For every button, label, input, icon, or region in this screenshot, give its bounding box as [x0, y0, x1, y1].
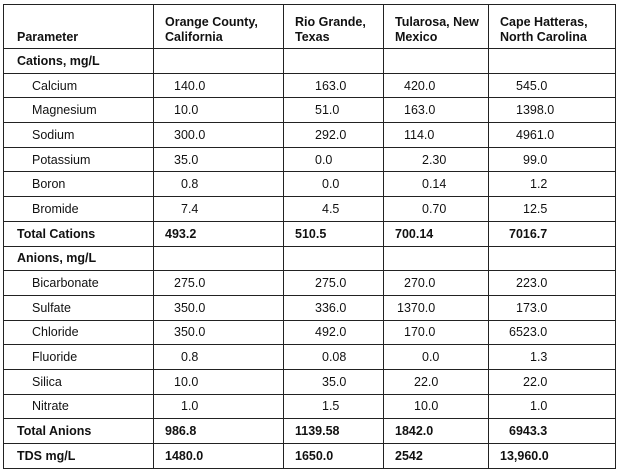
total-row-cations — [4, 221, 616, 246]
empty-cell — [489, 246, 616, 271]
cell-value: 170.0 — [384, 320, 489, 345]
total-value: 986.8 — [154, 419, 284, 444]
table-row — [4, 147, 616, 172]
total-row-anions — [4, 419, 616, 444]
table-row — [4, 369, 616, 394]
cell-value: 1.0 — [489, 394, 616, 419]
row-label: Boron — [4, 172, 154, 197]
total-label: Total Anions — [4, 419, 154, 444]
cell-value: 275.0 — [284, 271, 384, 296]
cell-value: 99.0 — [489, 147, 616, 172]
header-rio-grande: Rio Grande, Texas — [284, 5, 384, 49]
total-value: 493.2 — [154, 221, 284, 246]
section-row-cations — [4, 49, 616, 74]
section-title: Cations, mg/L — [4, 49, 154, 74]
total-value: 1139.58 — [284, 419, 384, 444]
row-label: Sulfate — [4, 295, 154, 320]
cell-value: 420.0 — [384, 73, 489, 98]
row-label: Silica — [4, 369, 154, 394]
row-label: Sodium — [4, 123, 154, 148]
table-row — [4, 271, 616, 296]
water-quality-table — [3, 4, 616, 469]
total-value: 510.5 — [284, 221, 384, 246]
cell-value: 0.0 — [384, 345, 489, 370]
cell-value: 163.0 — [384, 98, 489, 123]
cell-value: 0.0 — [284, 147, 384, 172]
header-parameter: Parameter — [4, 5, 154, 49]
cell-value: 12.5 — [489, 197, 616, 222]
tds-label: TDS mg/L — [4, 444, 154, 469]
cell-value: 114.0 — [384, 123, 489, 148]
tds-value: 13,960.0 — [489, 444, 616, 469]
table-row — [4, 320, 616, 345]
cell-value: 0.70 — [384, 197, 489, 222]
row-label: Bromide — [4, 197, 154, 222]
cell-value: 2.30 — [384, 147, 489, 172]
cell-value: 7.4 — [154, 197, 284, 222]
cell-value: 1398.0 — [489, 98, 616, 123]
cell-value: 545.0 — [489, 73, 616, 98]
row-label: Nitrate — [4, 394, 154, 419]
total-value: 7016.7 — [489, 221, 616, 246]
section-row-anions — [4, 246, 616, 271]
table-row — [4, 295, 616, 320]
cell-value: 350.0 — [154, 320, 284, 345]
cell-value: 4.5 — [284, 197, 384, 222]
cell-value: 35.0 — [284, 369, 384, 394]
cell-value: 10.0 — [154, 98, 284, 123]
cell-value: 22.0 — [489, 369, 616, 394]
tds-value: 1480.0 — [154, 444, 284, 469]
cell-value: 22.0 — [384, 369, 489, 394]
cell-value: 0.8 — [154, 345, 284, 370]
table-row — [4, 73, 616, 98]
tds-value: 1650.0 — [284, 444, 384, 469]
cell-value: 336.0 — [284, 295, 384, 320]
table-row — [4, 172, 616, 197]
cell-value: 35.0 — [154, 147, 284, 172]
cell-value: 223.0 — [489, 271, 616, 296]
cell-value: 1370.0 — [384, 295, 489, 320]
total-label: Total Cations — [4, 221, 154, 246]
empty-cell — [284, 49, 384, 74]
table-row — [4, 98, 616, 123]
total-value: 700.14 — [384, 221, 489, 246]
tds-value: 2542 — [384, 444, 489, 469]
total-value: 1842.0 — [384, 419, 489, 444]
cell-value: 0.0 — [284, 172, 384, 197]
row-label: Magnesium — [4, 98, 154, 123]
cell-value: 275.0 — [154, 271, 284, 296]
cell-value: 163.0 — [284, 73, 384, 98]
empty-cell — [154, 49, 284, 74]
cell-value: 51.0 — [284, 98, 384, 123]
cell-value: 1.3 — [489, 345, 616, 370]
section-title: Anions, mg/L — [4, 246, 154, 271]
cell-value: 0.08 — [284, 345, 384, 370]
row-label: Potassium — [4, 147, 154, 172]
empty-cell — [154, 246, 284, 271]
tds-row — [4, 444, 616, 469]
table-row — [4, 345, 616, 370]
cell-value: 173.0 — [489, 295, 616, 320]
header-row — [4, 5, 616, 49]
table-row — [4, 394, 616, 419]
row-label: Chloride — [4, 320, 154, 345]
empty-cell — [384, 49, 489, 74]
cell-value: 10.0 — [154, 369, 284, 394]
cell-value: 492.0 — [284, 320, 384, 345]
empty-cell — [284, 246, 384, 271]
cell-value: 10.0 — [384, 394, 489, 419]
table-row — [4, 123, 616, 148]
cell-value: 6523.0 — [489, 320, 616, 345]
total-value: 6943.3 — [489, 419, 616, 444]
cell-value: 1.2 — [489, 172, 616, 197]
cell-value: 0.14 — [384, 172, 489, 197]
header-tularosa: Tularosa, New Mexico — [384, 5, 489, 49]
cell-value: 140.0 — [154, 73, 284, 98]
cell-value: 1.5 — [284, 394, 384, 419]
row-label: Fluoride — [4, 345, 154, 370]
cell-value: 270.0 — [384, 271, 489, 296]
cell-value: 1.0 — [154, 394, 284, 419]
header-orange-county: Orange County, California — [154, 5, 284, 49]
empty-cell — [384, 246, 489, 271]
cell-value: 0.8 — [154, 172, 284, 197]
empty-cell — [489, 49, 616, 74]
table-row — [4, 197, 616, 222]
header-cape-hatteras: Cape Hatteras, North Carolina — [489, 5, 616, 49]
row-label: Bicarbonate — [4, 271, 154, 296]
row-label: Calcium — [4, 73, 154, 98]
cell-value: 350.0 — [154, 295, 284, 320]
cell-value: 292.0 — [284, 123, 384, 148]
cell-value: 300.0 — [154, 123, 284, 148]
cell-value: 4961.0 — [489, 123, 616, 148]
